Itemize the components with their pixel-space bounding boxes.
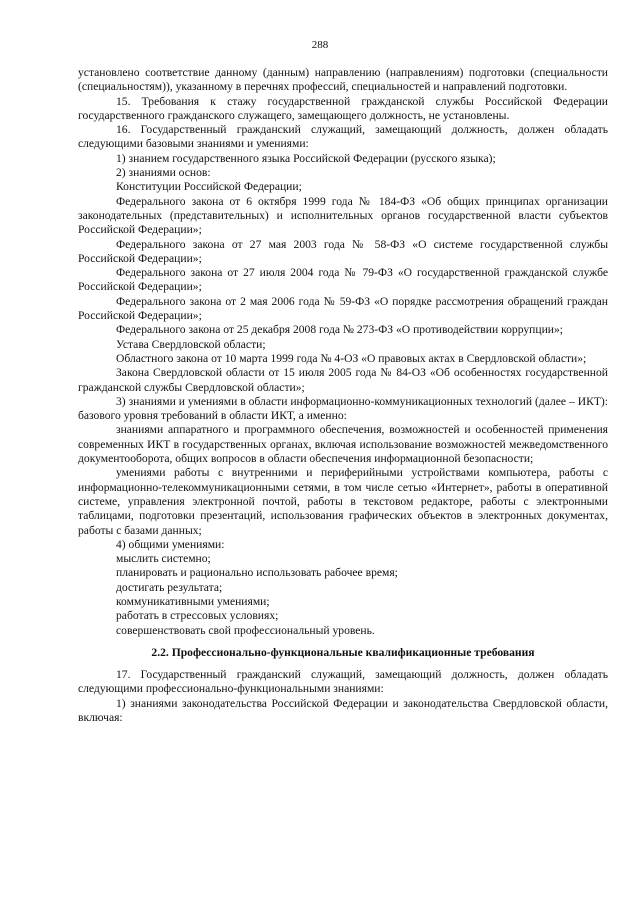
paragraph: коммуникативными умениями; (116, 594, 270, 608)
paragraph: мыслить системно; (116, 552, 211, 566)
paragraph: Федерального закона от 27 июля 2004 года № 79-ФЗ «О государственной гражданской службе Российской Федерации»; (78, 266, 608, 294)
paragraph: 16. Государственный гражданский служащий, замещающий должность, должен обладать следующими базовыми знаниями и умениями: (78, 123, 608, 151)
paragraph: 4) общими умениями: (116, 537, 225, 551)
paragraph: работать в стрессовых условиях; (116, 609, 279, 623)
spacer (78, 638, 608, 646)
paragraph: 17. Государственный гражданский служащий, замещающий должность, должен обладать следующими профессионально-функциональными знаниями: (78, 668, 608, 696)
paragraph: 15. Требования к стажу государственной гражданской службы Российской Федерации государственного гражданского служащего, замещающего должность, не установлены. (78, 94, 608, 122)
document-body (78, 66, 608, 725)
paragraph: знаниями аппаратного и программного обеспечения, возможностей и особенностей применения современных ИКТ в государственных органах, включая использование возможностей межведомственного документооборота, общих вопросов в области обеспечения информационной безопасности; (78, 423, 608, 466)
paragraph: умениями работы с внутренними и периферийными устройствами компьютера, работы с информационно-телекоммуникационными сетями, в том числе сетью «Интернет», работы в оперативной системе, управления электронной почтой, работы в текстовом редакторе, работы с электронными таблицами, подготовки презентаций, использования графических объектов в электронных документах, работы с базами данных; (78, 466, 608, 537)
paragraph: планировать и рационально использовать рабочее время; (116, 566, 398, 580)
paragraph: совершенствовать свой профессиональный уровень. (116, 623, 375, 637)
paragraph: 1) знаниями законодательства Российской Федерации и законодательства Свердловской области, включая: (78, 696, 608, 725)
paragraph: Закона Свердловской области от 15 июля 2005 года № 84-ОЗ «Об особенностях государственной гражданской службы Свердловской области»; (78, 366, 608, 394)
paragraph: Федерального закона от 2 мая 2006 года № 59-ФЗ «О порядке рассмотрения обращений граждан Российской Федерации»; (78, 294, 608, 323)
paragraph: 2) знаниями основ: (116, 166, 211, 180)
paragraph: Федерального закона от 6 октября 1999 года № 184-ФЗ «Об общих принципах организации законодательных (представительных) и исполнительных органов государственной власти субъектов Российской Федерации»; (78, 194, 608, 237)
paragraph: Федерального закона от 25 декабря 2008 года № 273-ФЗ «О противодействии коррупции»; (116, 323, 564, 337)
paragraph: 1) знанием государственного языка Российской Федерации (русского языка); (116, 151, 496, 165)
paragraph: Конституции Российской Федерации; (116, 180, 302, 194)
spacer (78, 660, 608, 668)
paragraph: 3) знаниями и умениями в области информационно-коммуникационных технологий (далее – ИКТ): базового уровня требований в области ИКТ, а именно: (78, 394, 608, 423)
page-number: 288 (311, 39, 329, 51)
paragraph: установлено соответствие данному (данным) направлению (направлениям) подготовки (специальности (специальностям)), указанному в перечнях профессий, специальностей и направлений подготовки. (78, 66, 608, 94)
paragraph: Устава Свердловской области; (116, 337, 266, 351)
paragraph: достигать результата; (116, 580, 223, 594)
section-heading: 2.2. Профессионально-функциональные квалификационные требования (151, 645, 535, 659)
paragraph: Федерального закона от 27 мая 2003 года № 58-ФЗ «О системе государственной службы Российской Федерации»; (78, 237, 608, 265)
paragraph: Областного закона от 10 марта 1999 года № 4-ОЗ «О правовых актах в Свердловской области»; (116, 351, 587, 365)
